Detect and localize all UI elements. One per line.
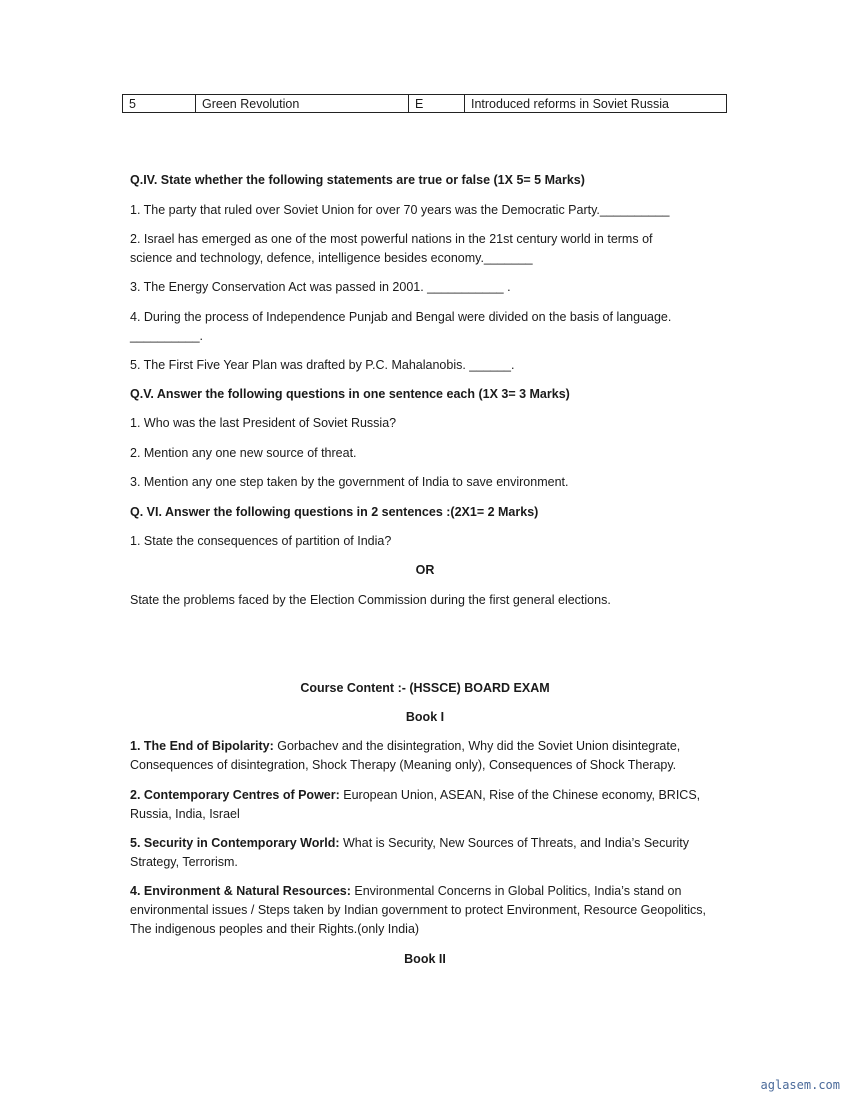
q5-item-3: 3. Mention any one step taken by the government of India to save environment. (130, 475, 569, 489)
course-title: Course Content :- (HSSCE) BOARD EXAM (300, 681, 550, 695)
q4-item-2b: science and technology, defence, intelligence besides economy._______ (130, 251, 533, 265)
book-1-heading: Book I (405, 710, 445, 724)
q4-item-4b: __________. (130, 329, 203, 343)
topic-2 (130, 786, 720, 824)
q6-item-2: State the problems faced by the Election Commission during the first general elections. (130, 593, 611, 607)
topic-3-body: What is Security, New Sources of Threats, and India’s Security Strategy, Terrorism. (130, 836, 689, 869)
row-item: Green Revolution (196, 95, 409, 113)
or-separator: OR (415, 563, 435, 577)
q4-item-5: 5. The First Five Year Plan was drafted by P.C. Mahalanobis. ______. (130, 358, 515, 372)
topic-1-title: 1. The End of Bipolarity: (130, 739, 274, 753)
q6-heading: Q. VI. Answer the following questions in 2 sentences :(2X1= 2 Marks) (130, 505, 539, 519)
q5-heading: Q.V. Answer the following questions in one sentence each (1X 3= 3 Marks) (130, 387, 570, 401)
topic-4-title: 4. Environment & Natural Resources: (130, 884, 351, 898)
q4-heading: Q.IV. State whether the following statements are true or false (1X 5= 5 Marks) (130, 173, 585, 187)
topic-2-body: European Union, ASEAN, Rise of the Chinese economy, BRICS, Russia, India, Israel (130, 788, 701, 821)
table-row (123, 95, 727, 113)
q4-item-4a: 4. During the process of Independence Punjab and Bengal were divided on the basis of language. (130, 310, 672, 324)
q6-item-1: 1. State the consequences of partition of India? (130, 534, 392, 548)
topic-4-body: Environmental Concerns in Global Politics, India’s stand on environmental issues / Steps taken by Indian government to protect Environment, Resource Geopolitics, The indigenous peoples and their Rights.(only India) (130, 884, 706, 936)
q4-item-3: 3. The Energy Conservation Act was passed in 2001. ___________ . (130, 280, 511, 294)
row-number: 5 (123, 95, 196, 113)
row-match: Introduced reforms in Soviet Russia (465, 95, 727, 113)
topic-1 (130, 737, 720, 775)
topic-2-title: 2. Contemporary Centres of Power: (130, 788, 340, 802)
q5-item-1: 1. Who was the last President of Soviet Russia? (130, 416, 397, 430)
book-2-heading: Book II (404, 952, 446, 966)
watermark: aglasem.com (760, 1078, 840, 1092)
row-letter: E (409, 95, 465, 113)
match-table (122, 94, 727, 113)
topic-3-title: 5. Security in Contemporary World: (130, 836, 340, 850)
topic-1-body: Gorbachev and the disintegration, Why did the Soviet Union disintegrate, Consequences of disintegration, Shock Therapy (Meaning only), Consequences of Shock Therapy. (130, 739, 681, 772)
topic-4 (130, 882, 720, 939)
q4-item-1: 1. The party that ruled over Soviet Union for over 70 years was the Democratic Party.__________ (130, 203, 670, 217)
q4-item-2a: 2. Israel has emerged as one of the most powerful nations in the 21st century world in terms of (130, 232, 653, 246)
topic-3 (130, 834, 720, 872)
q5-item-2: 2. Mention any one new source of threat. (130, 446, 357, 460)
